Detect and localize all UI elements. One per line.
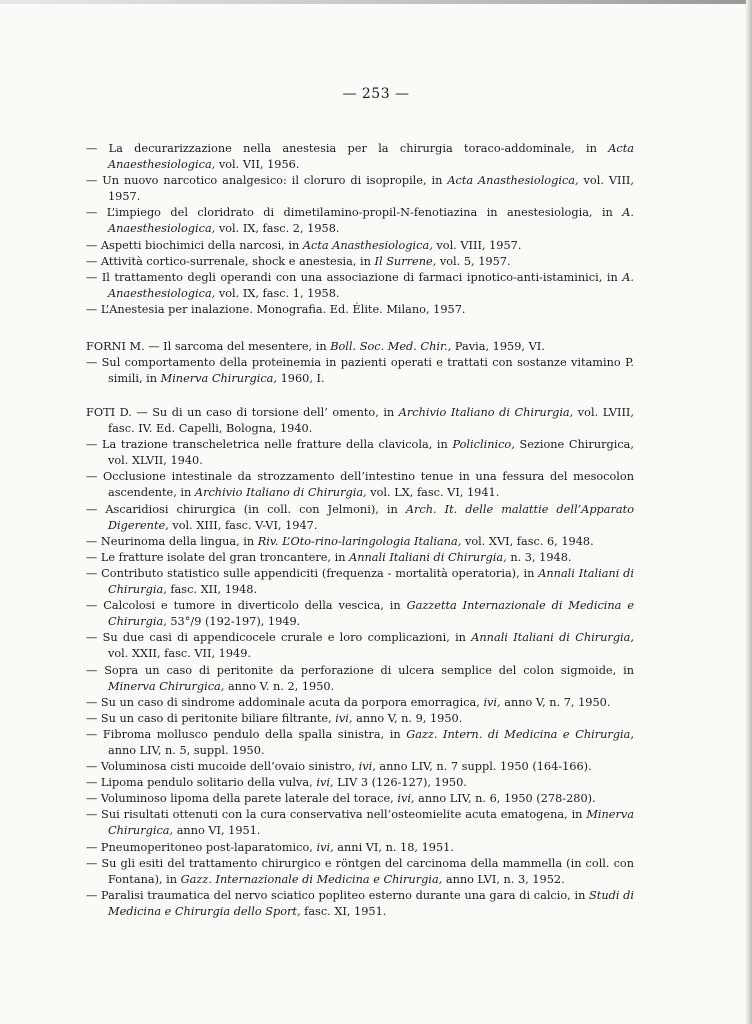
entry-details: anno V, n. 9, 1950.: [352, 711, 463, 725]
bibliography-entry: [86, 711, 634, 727]
bibliography-entry: [86, 775, 634, 791]
journal-title: Il Surrene,: [374, 254, 437, 268]
entry-details: anno LIV, n. 5, suppl. 1950.: [108, 743, 265, 757]
journal-title: Gazz. Internazionale di Medicina e Chirurgia,: [180, 872, 443, 886]
bibliography-entry: [86, 566, 634, 598]
journal-title: ivi,: [316, 776, 334, 790]
journal-title: Studi di Medicina e Chirurgia dello Sport,: [108, 888, 634, 918]
entry-text: — Voluminoso lipoma della parete laterale del torace,: [86, 792, 398, 806]
entry-text: — Attività cortico-surrenale, shock e anestesia, in: [86, 254, 375, 268]
journal-title: Minerva Chirurgica,: [108, 808, 634, 838]
entry-text: — Aspetti biochimici della narcosi, in: [86, 238, 303, 252]
entry-details: anno LIV, n. 7 suppl. 1950 (164-166).: [375, 760, 592, 774]
journal-title: Policlinico,: [452, 438, 515, 452]
bibliography-entry: [86, 254, 634, 270]
entry-details: vol. VIII, 1957.: [108, 174, 634, 204]
journal-title: A. Anaesthesiologica,: [108, 270, 634, 300]
bibliography-section-foti: [86, 405, 634, 920]
entry-details: vol. IX, fasc. 2, 1958.: [215, 222, 340, 236]
journal-title: ivi,: [316, 840, 334, 854]
entry-details: fasc. XII, 1948.: [166, 583, 258, 597]
journal-title: Annali Italiani di Chirurgia,: [471, 631, 634, 645]
journal-title: Archivio Italiano di Chirurgia,: [398, 406, 574, 419]
entry-details: 1960, I.: [276, 372, 325, 386]
entry-details: vol. LX, fasc. VI, 1941.: [366, 486, 500, 500]
page-number: — 253 —: [342, 86, 410, 102]
journal-title: Minerva Chirurgica,: [160, 372, 277, 386]
entry-text: — Le fratture isolate del gran troncantere, in: [86, 550, 350, 564]
bibliography-entry: [86, 598, 634, 630]
entry-text: — Sopra un caso di peritonite da perforazione di ulcera semplice del colon sigmoide, in: [86, 663, 634, 677]
entry-text: — Su gli esiti del trattamento chirurgico e röntgen del carcinoma della mammella (in coll. con Fontana), in: [86, 856, 634, 886]
entry-text: — Contributo statistico sulle appendiciti (frequenza - mortalità operatoria), in: [86, 566, 539, 580]
journal-title: Archivio Italiano di Chirurgia,: [194, 486, 367, 500]
entry-text: — Occlusione intestinale da strozzamento dell’intestino tenue in una fessura del mesocolon ascendente, in: [86, 470, 634, 500]
journal-title: Annali Italiani di Chirurgia,: [108, 566, 634, 597]
bibliography-section-anaesthesia: [86, 141, 634, 318]
entry-list: [86, 405, 634, 920]
entry-text: — L’Anestesia per inalazione. Monografia. Ed. Élite. Milano, 1957.: [86, 302, 466, 316]
entry-text: — Il trattamento degli operandi con una associazione di farmaci ipnotico-anti-istaminici, in: [86, 270, 623, 284]
entry-details: n. 3, 1948.: [506, 550, 572, 564]
scan-right-edge: [746, 0, 752, 1024]
bibliography-entry: [86, 840, 634, 856]
journal-title: ivi,: [397, 792, 415, 806]
entry-details: Sezione Chirurgica, vol. XLVII, 1940.: [108, 438, 634, 468]
bibliography-entry: [86, 888, 634, 920]
journal-title: ivi,: [335, 711, 353, 725]
journal-title: Acta Anasthesiologica,: [302, 238, 433, 252]
entry-text: — Fibroma mollusco pendulo della spalla sinistra, in: [86, 727, 407, 741]
entry-details: vol. VII, 1956.: [215, 158, 300, 172]
entry-details: anno LVI, n. 3, 1952.: [442, 872, 565, 886]
entry-text: — La decurarizzazione nella anestesia per la chirurgia toraco-addominale, in: [86, 142, 609, 155]
entry-text: — La trazione transcheletrica nelle fratture della clavicola, in: [86, 438, 453, 452]
entry-text: FORNI M. — Il sarcoma del mesentere, in: [86, 340, 331, 353]
entry-details: Pavia, 1959, VI.: [451, 340, 545, 353]
bibliography-entry: [86, 550, 634, 566]
entry-text: — Lipoma pendulo solitario della vulva,: [86, 776, 317, 790]
entry-text: — Paralisi traumatica del nervo sciatico popliteo esterno durante una gara di calcio, in: [86, 888, 590, 902]
journal-title: ivi,: [358, 760, 376, 774]
entry-list: [86, 141, 634, 318]
journal-title: Gazz. Intern. di Medicina e Chirurgia,: [406, 727, 634, 741]
entry-details: vol. VIII, 1957.: [432, 238, 522, 252]
bibliography-entry: [86, 502, 634, 534]
journal-title: Annali Italiani di Chirurgia,: [349, 550, 507, 564]
journal-title: Acta Anaesthesiologica,: [108, 142, 634, 172]
entry-list: [86, 339, 634, 387]
bibliography-entry: [86, 355, 634, 387]
entry-details: vol. IX, fasc. 1, 1958.: [215, 286, 340, 300]
entry-text: — L’impiego del cloridrato di dimetilamino-propil-N-fenotiazina in anestesiologia, in: [86, 206, 623, 220]
bibliography-entry: [86, 534, 634, 550]
entry-details: vol. LVIII, fasc. IV. Ed. Capelli, Bologna, 1940.: [108, 406, 634, 436]
bibliography-entry: [86, 302, 634, 318]
journal-title: Boll. Soc. Med. Chir.,: [330, 340, 452, 353]
bibliography-entry: [86, 238, 634, 254]
entry-text: — Ascaridiosi chirurgica (in coll. con Jelmoni), in: [86, 502, 406, 516]
entry-details: anno LIV, n. 6, 1950 (278-280).: [414, 792, 596, 806]
bibliography-entry: [86, 695, 634, 711]
bibliography-entry: [86, 791, 634, 807]
scan-top-edge: [0, 0, 752, 4]
entry-text: FOTI D. — Su di un caso di torsione dell’ omento, in: [86, 406, 399, 419]
entry-details: anno V. n. 2, 1950.: [224, 679, 335, 693]
journal-title: Acta Anasthesiologica,: [447, 174, 579, 188]
bibliography-entry: [86, 759, 634, 775]
bibliography-entry: [86, 173, 634, 205]
entry-details: anni VI, n. 18, 1951.: [333, 840, 454, 854]
entry-text: — Voluminosa cisti mucoide dell’ovaio sinistro,: [86, 760, 359, 774]
bibliography-entry: [86, 141, 634, 173]
entry-details: vol. XXII, fasc. VII, 1949.: [108, 647, 251, 661]
entry-text: — Su due casi di appendicocele crurale e loro complicazioni, in: [86, 631, 472, 645]
entry-text: — Un nuovo narcotico analgesico: il cloruro di isopropile, in: [86, 174, 448, 188]
entry-details: vol. XIII, fasc. V-VI, 1947.: [168, 518, 318, 532]
journal-title: Riv. L’Oto-rino-laringologia Italiana,: [257, 534, 462, 548]
bibliography-entry: [86, 270, 634, 302]
entry-details: anno V, n. 7, 1950.: [500, 695, 611, 709]
journal-title: Gazzetta Internazionale di Medicina e Chirurgia,: [108, 599, 634, 629]
entry-text: — Su un caso di peritonite biliare filtrante,: [86, 711, 336, 725]
journal-title: Arch. It. delle malattie dell’Apparato Digerente,: [108, 502, 635, 532]
entry-text: — Sui risultati ottenuti con la cura conservativa nell’osteomielite acuta ematogena, in: [86, 808, 587, 822]
bibliography-entry: [86, 663, 634, 695]
bibliography-entry: [86, 856, 634, 888]
journal-title: A. Anaesthesiologica,: [108, 206, 634, 236]
bibliography-entry: [86, 437, 634, 469]
bibliography-entry: [86, 727, 634, 759]
bibliography-entry: [86, 405, 634, 437]
entry-details: vol. 5, 1957.: [436, 254, 511, 268]
entry-details: anno VI, 1951.: [173, 824, 261, 838]
bibliography-entry: [86, 205, 634, 237]
entry-details: LIV 3 (126-127), 1950.: [333, 776, 467, 790]
journal-title: Minerva Chirurgica,: [108, 679, 225, 693]
bibliography-entry: [86, 469, 634, 501]
entry-text: — Pneumoperitoneo post-laparatomico,: [86, 840, 317, 854]
entry-text: — Su un caso di sindrome addominale acuta da porpora emorragica,: [86, 695, 484, 709]
entry-text: — Neurinoma della lingua, in: [86, 534, 258, 548]
entry-details: vol. XVI, fasc. 6, 1948.: [461, 534, 594, 548]
bibliography-entry: [86, 630, 634, 662]
entry-details: 53°/9 (192-197), 1949.: [166, 615, 301, 629]
journal-title: ivi,: [483, 695, 501, 709]
entry-text: — Calcolosi e tumore in diverticolo della vescica, in: [86, 599, 407, 613]
bibliography-entry: [86, 339, 634, 355]
entry-details: fasc. XI, 1951.: [300, 904, 387, 918]
bibliography-entry: [86, 807, 634, 839]
entry-text: — Sul comportamento della proteinemia in pazienti operati e trattati con sostanze vitamino P. simili, in: [86, 356, 634, 386]
bibliography-section-forni: [86, 339, 634, 387]
